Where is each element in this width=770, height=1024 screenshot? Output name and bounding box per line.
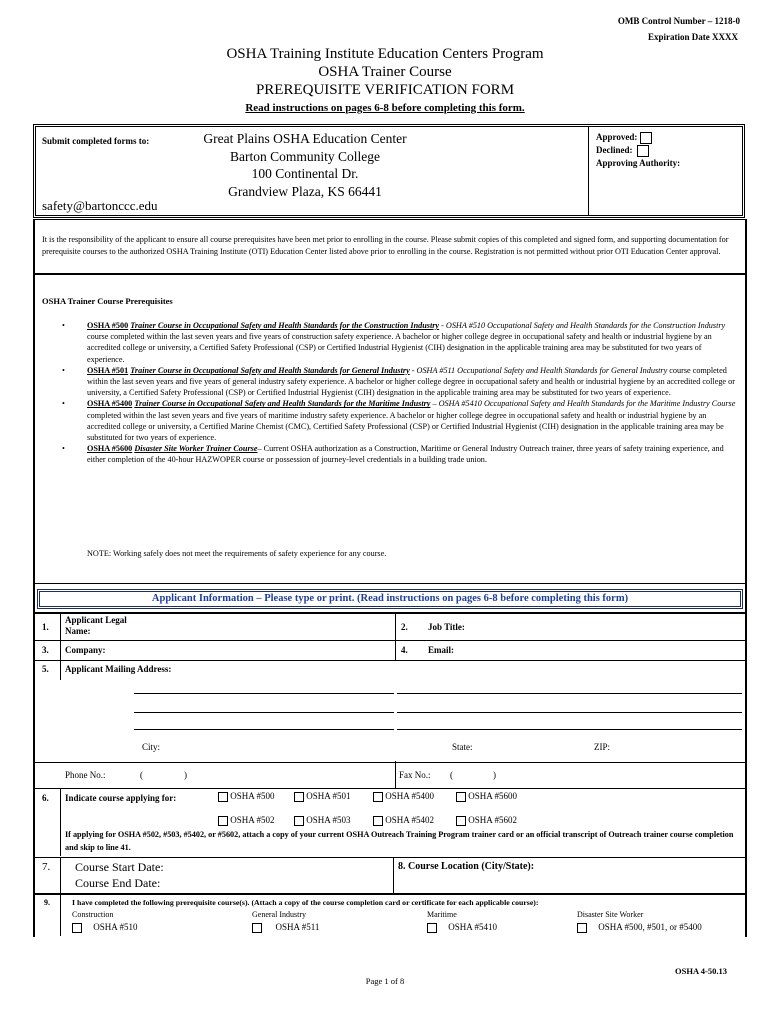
- prerequisites-title: OSHA Trainer Course Prerequisites: [42, 296, 173, 306]
- prereq-item: • OSHA #501 Trainer Course in Occupational Safety and Health Standards for General Industry - OSHA #511 Occupational Safety and Health Standards for General Industry course completed within the last seven years and five years of general industry safety experience. A bachelor or higher college degree in occupational safety and health or industrial hygiene by an accredited college or university, a Certified Safety Professional (CSP) or Certified Industrial Hygienist (CIH) designation in the applicable training area may be substituted for two years of experience.: [62, 365, 735, 398]
- prereq-option[interactable]: OSHA #510: [72, 922, 138, 933]
- course-checkbox[interactable]: [456, 816, 466, 826]
- city-label: City:: [142, 742, 161, 752]
- center-street: 100 Continental Dr.: [251, 166, 359, 181]
- center-city: Grandview Plaza, KS 66441: [228, 183, 382, 199]
- course-option[interactable]: OSHA #503: [294, 815, 351, 826]
- field-1-num: 1.: [42, 622, 49, 632]
- responsibility-statement: It is the responsibility of the applicant to ensure all course prerequisites have been met prior to enrolling in the course. Please submit copies of this completed and signed form, and supporting documentation for prerequisite courses to the authorized OSHA Training Institute (OTI) Education Center listed above prior to enrolling in the course. Registration is not permitted without prior OTI Education Center approval.: [42, 235, 729, 256]
- course-option[interactable]: OSHA #502: [218, 815, 275, 826]
- company-input[interactable]: [120, 641, 390, 659]
- email-input[interactable]: [470, 641, 740, 659]
- field-6-num: 6.: [42, 793, 49, 803]
- course-checkbox[interactable]: [456, 792, 466, 802]
- form-title: PREREQUISITE VERIFICATION FORM: [255, 82, 515, 98]
- phone-input[interactable]: [148, 766, 388, 784]
- declined-label: Declined:: [596, 145, 633, 155]
- course-checkbox[interactable]: [218, 792, 228, 802]
- address-line-1[interactable]: [134, 693, 742, 694]
- field-5-num: 5.: [42, 664, 49, 674]
- expiration-date: Expiration Date XXXX: [648, 32, 738, 42]
- email-label: Email:: [428, 645, 454, 655]
- field-2-num: 2.: [401, 622, 408, 632]
- course-option[interactable]: OSHA #5400: [373, 791, 434, 802]
- applicant-info-banner: Applicant Information – Please type or print. (Read instructions on pages 6-8 before completing this form): [37, 589, 743, 609]
- course-dates-input[interactable]: [180, 858, 388, 892]
- col-general-industry: General Industry: [252, 910, 306, 919]
- mailing-address-label: Applicant Mailing Address:: [65, 664, 172, 674]
- note-working-safely: NOTE: Working safely does not meet the requirements of safety experience for any course.: [87, 549, 387, 558]
- course-start-label: Course Start Date:: [75, 860, 164, 874]
- omb-control-number: OMB Control Number – 1218-0: [617, 16, 740, 26]
- prereq-option[interactable]: OSHA #500, #501, or #5400: [577, 922, 702, 933]
- course-checkbox[interactable]: [218, 816, 228, 826]
- form-number: OSHA 4-50.13: [675, 966, 727, 976]
- center-college: Barton Community College: [230, 148, 380, 164]
- address-line-2[interactable]: [134, 712, 742, 713]
- course-option[interactable]: OSHA #500: [218, 791, 275, 802]
- phone-label: Phone No.:: [65, 770, 106, 780]
- prerequisites-list: [37, 320, 737, 466]
- page-number: Page 1 of 8: [365, 976, 405, 986]
- course-location-input[interactable]: [560, 858, 740, 892]
- col-maritime: Maritime: [427, 910, 457, 919]
- field-9-num: 9.: [44, 898, 50, 907]
- approval-block: [596, 131, 680, 170]
- fax-label: Fax No.:: [399, 770, 431, 780]
- prereq-checkbox[interactable]: [427, 923, 437, 933]
- company-label: Company:: [65, 645, 106, 655]
- outreach-note: If applying for OSHA #502, #503, #5402, or #5602, attach a copy of your current OSHA Outreach Training Program trainer card or an official transcript of Outreach trainer course completion and skip to line 41.: [65, 830, 734, 852]
- center-name: Great Plains OSHA Education Center: [203, 131, 407, 146]
- course-applying-label: Indicate course applying for:: [65, 793, 177, 803]
- field-4-num: 4.: [401, 645, 408, 655]
- course-option[interactable]: OSHA #5602: [456, 815, 517, 826]
- address-line-3[interactable]: [134, 729, 742, 730]
- approved-checkbox[interactable]: [640, 132, 652, 144]
- prereq-completed-label: I have completed the following prerequisite course(s). (Attach a copy of the course completion card or certificate for each applicable course):: [72, 898, 539, 907]
- course-dates-label: [75, 859, 164, 891]
- applicant-name-label: Applicant Legal Name:: [65, 615, 127, 636]
- prereq-item: • OSHA #5600 Disaster Site Worker Trainer Course– Current OSHA authorization as a Construction, Maritime or General Industry Outreach trainer, three years of safety training experience, and either completion of the 40-hour HAZWOPER course or possession of journey-level credentials in a building trade union.: [62, 444, 724, 465]
- course-option[interactable]: OSHA #501: [294, 791, 351, 802]
- prereq-item: • OSHA #5400 Trainer Course in Occupational Safety and Health Standards for the Maritime Industry – OSHA #5410 Occupational Safety and Health Standards for the Maritime Industry Course completed within the last seven years and five years of maritime industry safety experience. A bachelor or higher college degree in occupational safety and health or industrial hygiene by an accredited college or university, a Certified Marine Chemist (CMC), Certified Safety Professional (CSP) or Certified Industrial Hygienist (CIH) designation in the applicable training area may be substituted for two years of experience.: [62, 399, 736, 443]
- prereq-checkbox[interactable]: [577, 923, 587, 933]
- phone-area-close: ): [184, 770, 187, 780]
- fax-input[interactable]: [458, 766, 738, 784]
- prereq-option[interactable]: OSHA #511: [252, 922, 319, 933]
- fax-area-close: ): [493, 770, 496, 780]
- course-option[interactable]: OSHA #5402: [373, 815, 434, 826]
- field-3-num: 3.: [42, 645, 49, 655]
- applicant-name-input[interactable]: [140, 614, 390, 638]
- prereq-checkbox[interactable]: [72, 923, 82, 933]
- fax-area-open: (: [450, 770, 453, 780]
- course-location-label: 8. Course Location (City/State):: [398, 861, 535, 872]
- prereq-item: • OSHA #500 Trainer Course in Occupational Safety and Health Standards for the Construction Industry - OSHA #510 Occupational Safety and Health Standards for the Construction Industry course completed within the last seven years and five years of construction safety experience. A bachelor or higher college degree in occupational safety and health or industrial hygiene by an accredited college or university, a Certified Safety Professional (CSP) or Certified Industrial Hygienist (CIH) designation in the applicable training area may be substituted for two years of experience.: [62, 321, 726, 364]
- course-option[interactable]: OSHA #5600: [456, 791, 517, 802]
- education-center-address: [190, 130, 420, 200]
- job-title-input[interactable]: [480, 614, 740, 638]
- course-checkbox[interactable]: [373, 816, 383, 826]
- instructions-note: Read instructions on pages 6-8 before completing this form.: [245, 102, 525, 114]
- prereq-option[interactable]: OSHA #5410: [427, 922, 497, 933]
- prereq-checkbox[interactable]: [252, 923, 262, 933]
- field-7-num: 7.: [42, 861, 51, 873]
- course-end-label: Course End Date:: [75, 876, 161, 890]
- col-disaster-site: Disaster Site Worker: [577, 910, 644, 919]
- submit-label: Submit completed forms to:: [42, 136, 150, 146]
- course-checkbox[interactable]: [294, 816, 304, 826]
- col-construction: Construction: [72, 910, 114, 919]
- job-title-label: Job Title:: [428, 622, 465, 632]
- zip-label: ZIP:: [594, 742, 611, 752]
- state-label: State:: [452, 742, 473, 752]
- course-checkbox[interactable]: [294, 792, 304, 802]
- phone-area-open: (: [140, 770, 143, 780]
- approving-authority-label: Approving Authority:: [596, 158, 681, 168]
- approved-label: Approved:: [596, 132, 638, 142]
- course-title: OSHA Trainer Course: [318, 64, 452, 80]
- center-email: safety@bartonccc.edu: [42, 198, 158, 213]
- program-title: OSHA Training Institute Education Centers Program: [226, 46, 544, 62]
- declined-checkbox[interactable]: [637, 145, 649, 157]
- course-checkbox[interactable]: [373, 792, 383, 802]
